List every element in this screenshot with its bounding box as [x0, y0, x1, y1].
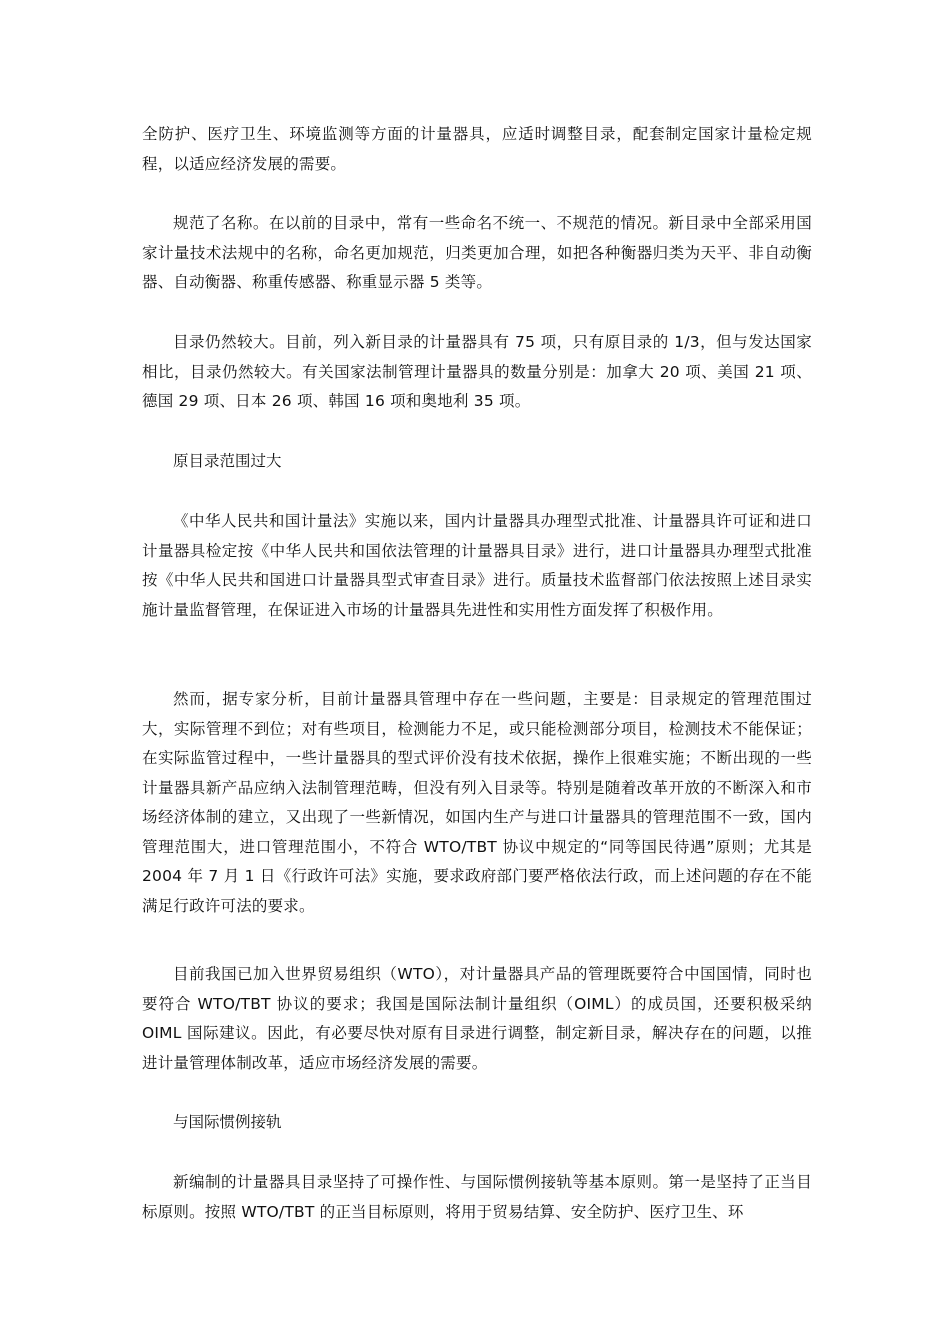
paragraph-2: 规范了名称。在以前的目录中，常有一些命名不统一、不规范的情况。新目录中全部采用国家计量技术法规中的名称，命名更加规范，归类更加合理，如把各种衡器归类为天平、非自动衡器、自动衡器、称重传感器、称重显示器 5 类等。 — [142, 214, 812, 291]
paragraph-7: 新编制的计量器具目录坚持了可操作性、与国际惯例接轨等基本原则。第一是坚持了正当目标原则。按照 WTO/TBT 的正当目标原则，将用于贸易结算、安全防护、医疗卫生、环 — [142, 1173, 812, 1221]
paragraph-1: 全防护、医疗卫生、环境监测等方面的计量器具，应适时调整目录，配套制定国家计量检定规程，以适应经济发展的需要。 — [142, 125, 812, 173]
paragraph-4: 《中华人民共和国计量法》实施以来，国内计量器具办理型式批准、计量器具许可证和进口计量器具检定按《中华人民共和国依法管理的计量器具目录》进行，进口计量器具办理型式批准按《中华人民共和国进口计量器具型式审查目录》进行。质量技术监督部门依法按照上述目录实施计量监督管理，在保证进入市场的计量器具先进性和实用性方面发挥了积极作用。 — [142, 512, 812, 619]
section-heading-1: 原目录范围过大 — [173, 452, 282, 470]
paragraph-3: 目录仍然较大。目前，列入新目录的计量器具有 75 项，只有原目录的 1/3，但与发达国家相比，目录仍然较大。有关国家法制管理计量器具的数量分别是：加拿大 20 项、美国 21 项、德国 29 项、日本 26 项、韩国 16 项和奥地利 35 项。 — [142, 333, 812, 410]
paragraph-5: 然而，据专家分析，目前计量器具管理中存在一些问题，主要是：目录规定的管理范围过大，实际管理不到位；对有些项目，检测能力不足，或只能检测部分项目，检测技术不能保证；在实际监管过程中，一些计量器具的型式评价没有技术依据，操作上很难实施；不断出现的一些计量器具新产品应纳入法制管理范畴，但没有列入目录等。特别是随着改革开放的不断深入和市场经济体制的建立，又出现了一些新情况，如国内生产与进口计量器具的管理范围不一致，国内管理范围大，进口管理范围小，不符合 WTO/TBT 协议中规定的“同等国民待遇”原则；尤其是 2004 年 7 月 1 日《行政许可法》实施，要求政府部门要严格依法行政，而上述问题的存在不能满足行政许可法的要求。 — [142, 690, 812, 915]
section-heading-2: 与国际惯例接轨 — [173, 1113, 282, 1131]
paragraph-6: 目前我国已加入世界贸易组织（WTO），对计量器具产品的管理既要符合中国国情，同时也要符合 WTO/TBT 协议的要求；我国是国际法制计量组织（OIML）的成员国，还要积极采纳 OIML 国际建议。因此，有必要尽快对原有目录进行调整，制定新目录，解决存在的问题，以推进计量管理体制改革，适应市场经济发展的需要。 — [142, 965, 812, 1072]
